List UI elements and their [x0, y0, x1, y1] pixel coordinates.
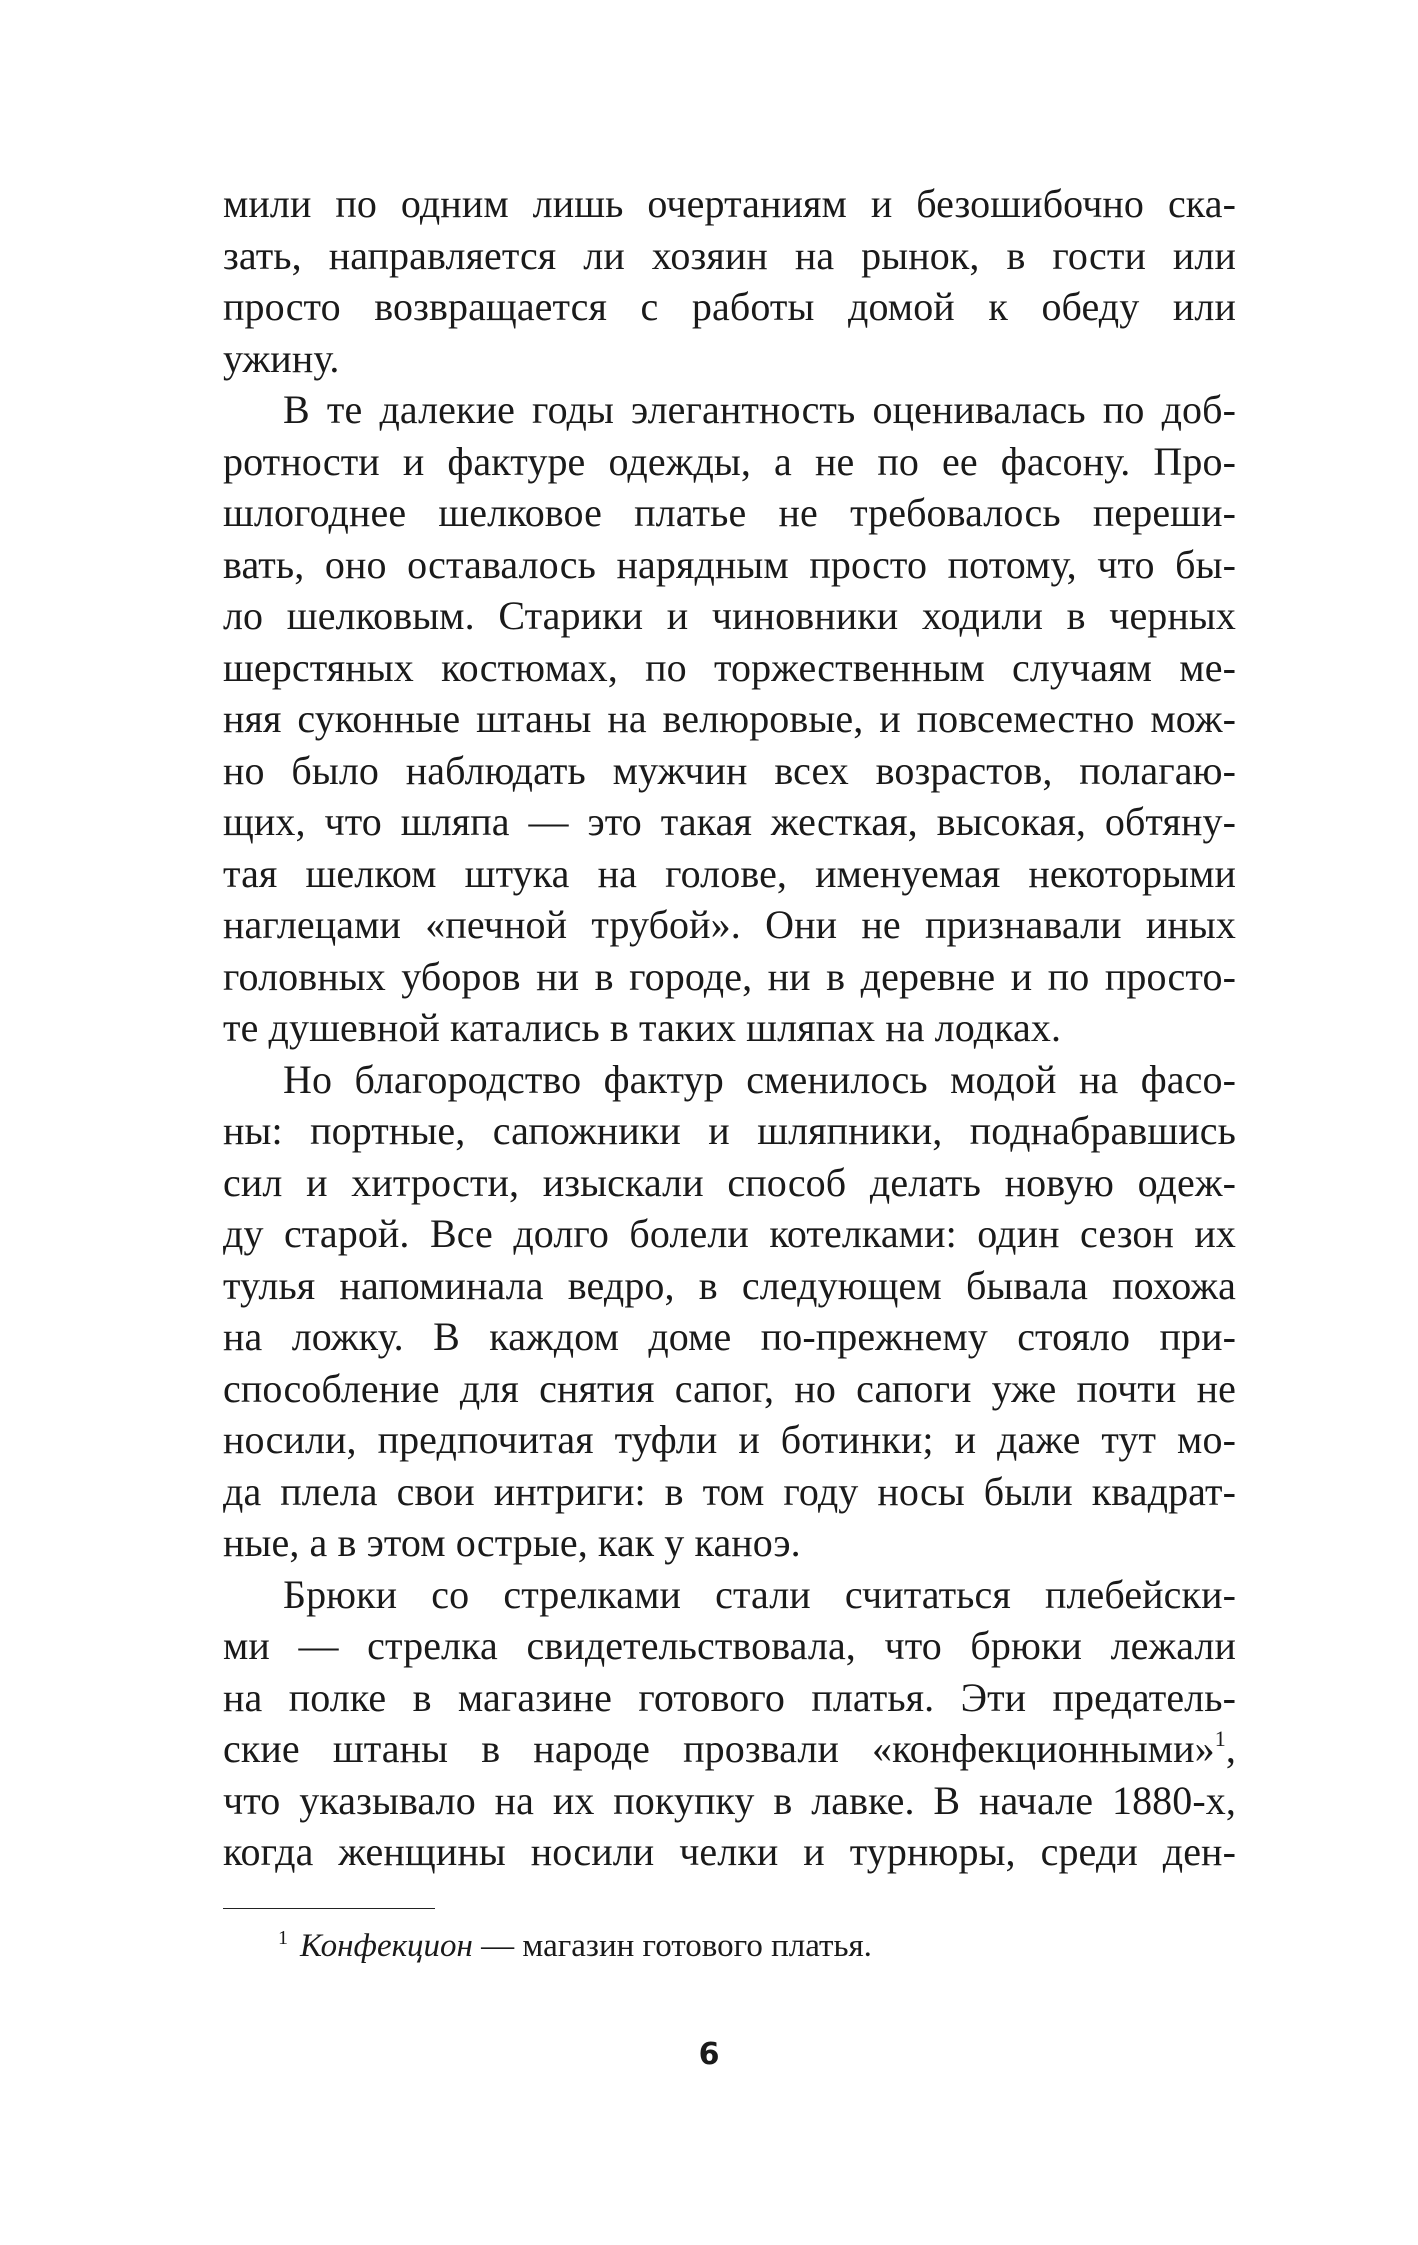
body-line: тая шелком штука на голове, именуемая некоторыми [223, 850, 1236, 896]
footnote-number: 1 [278, 1927, 288, 1949]
body-line: на полке в магазине готового платья. Эти предатель- [223, 1674, 1236, 1720]
page-number: 6 [698, 2037, 720, 2072]
body-line: просто возвращается с работы домой к обеду или [223, 284, 1236, 329]
body-line: щих, что шляпа — это такая жесткая, высокая, обтяну- [223, 799, 1236, 844]
footnote-definition: — магазин готового платья. [472, 1928, 872, 1964]
body-line: Но благородство фактур сменилось модой на фасо- [283, 1056, 1236, 1102]
body-line-text: ские штаны в народе прозвали «конфекционными» [223, 1726, 1215, 1771]
body-line: те душевной катались в таких шляпах на лодках. [223, 1005, 1062, 1050]
body-line: ло шелковым. Старики и чиновники ходили в черных [223, 593, 1236, 638]
body-line: сил и хитрости, изыскали способ делать новую одеж- [223, 1159, 1236, 1205]
body-line: да плела свои интриги: в том году носы были квадрат- [223, 1468, 1236, 1514]
body-line: способление для снятия сапог, но сапоги уже почти не [223, 1365, 1236, 1411]
footnote-ref-trailing-punctuation: , [1225, 1726, 1236, 1771]
body-line: головных уборов ни в городе, ни в деревне и по просто- [223, 953, 1236, 999]
body-line: шлогоднее шелковое платье не требовалось переши- [223, 490, 1236, 535]
body-line: на ложку. В каждом доме по-прежнему стояло при- [223, 1314, 1236, 1359]
footnote-divider [223, 1908, 435, 1909]
body-line: ны: портные, сапожники и шляпники, поднабравшись [223, 1108, 1236, 1153]
body-line: Брюки со стрелками стали считаться плебейски- [283, 1571, 1236, 1617]
body-line: няя суконные штаны на велюровые, и повсеместно мож- [223, 696, 1236, 741]
footnote [278, 1926, 872, 1966]
body-line: В те далекие годы элегантность оценивалась по доб- [283, 387, 1236, 432]
body-line: зать, направляется ли хозяин на рынок, в гости или [223, 232, 1236, 278]
body-line: тулья напоминала ведро, в следующем бывала похожа [223, 1262, 1236, 1308]
footnote-reference: 1 [1214, 1726, 1226, 1751]
body-line: носили, предпочитая туфли и ботинки; и даже тут мо- [223, 1417, 1236, 1462]
body-line: вать, оно оставалось нарядным просто потому, что бы- [223, 541, 1236, 587]
page-body [223, 178, 1236, 1878]
body-line: ные, а в этом острые, как у каноэ. [223, 1520, 801, 1565]
body-line: мили по одним лишь очертаниям и безошибочно ска- [223, 181, 1236, 226]
body-line: когда женщины носили челки и турнюры, среди ден- [223, 1829, 1236, 1874]
footnote-term: Конфекцион [300, 1928, 473, 1964]
body-line: ужину. [223, 335, 340, 381]
body-line: наглецами «печной трубой». Они не признавали иных [223, 902, 1236, 947]
body-line-with-footnote-ref [223, 1723, 1236, 1775]
body-line: ми — стрелка свидетельствовала, что брюки лежали [223, 1623, 1236, 1668]
body-line: шерстяных костюмах, по торжественным случаям ме- [223, 644, 1236, 690]
body-line: ротности и фактуре одежды, а не по ее фасону. Про- [223, 438, 1236, 484]
body-line: что указывало на их покупку в лавке. В начале 1880-х, [223, 1777, 1236, 1823]
body-line: но было наблюдать мужчин всех возрастов, полагаю- [223, 747, 1236, 793]
body-line: ду старой. Все долго болели котелками: один сезон их [223, 1211, 1236, 1256]
